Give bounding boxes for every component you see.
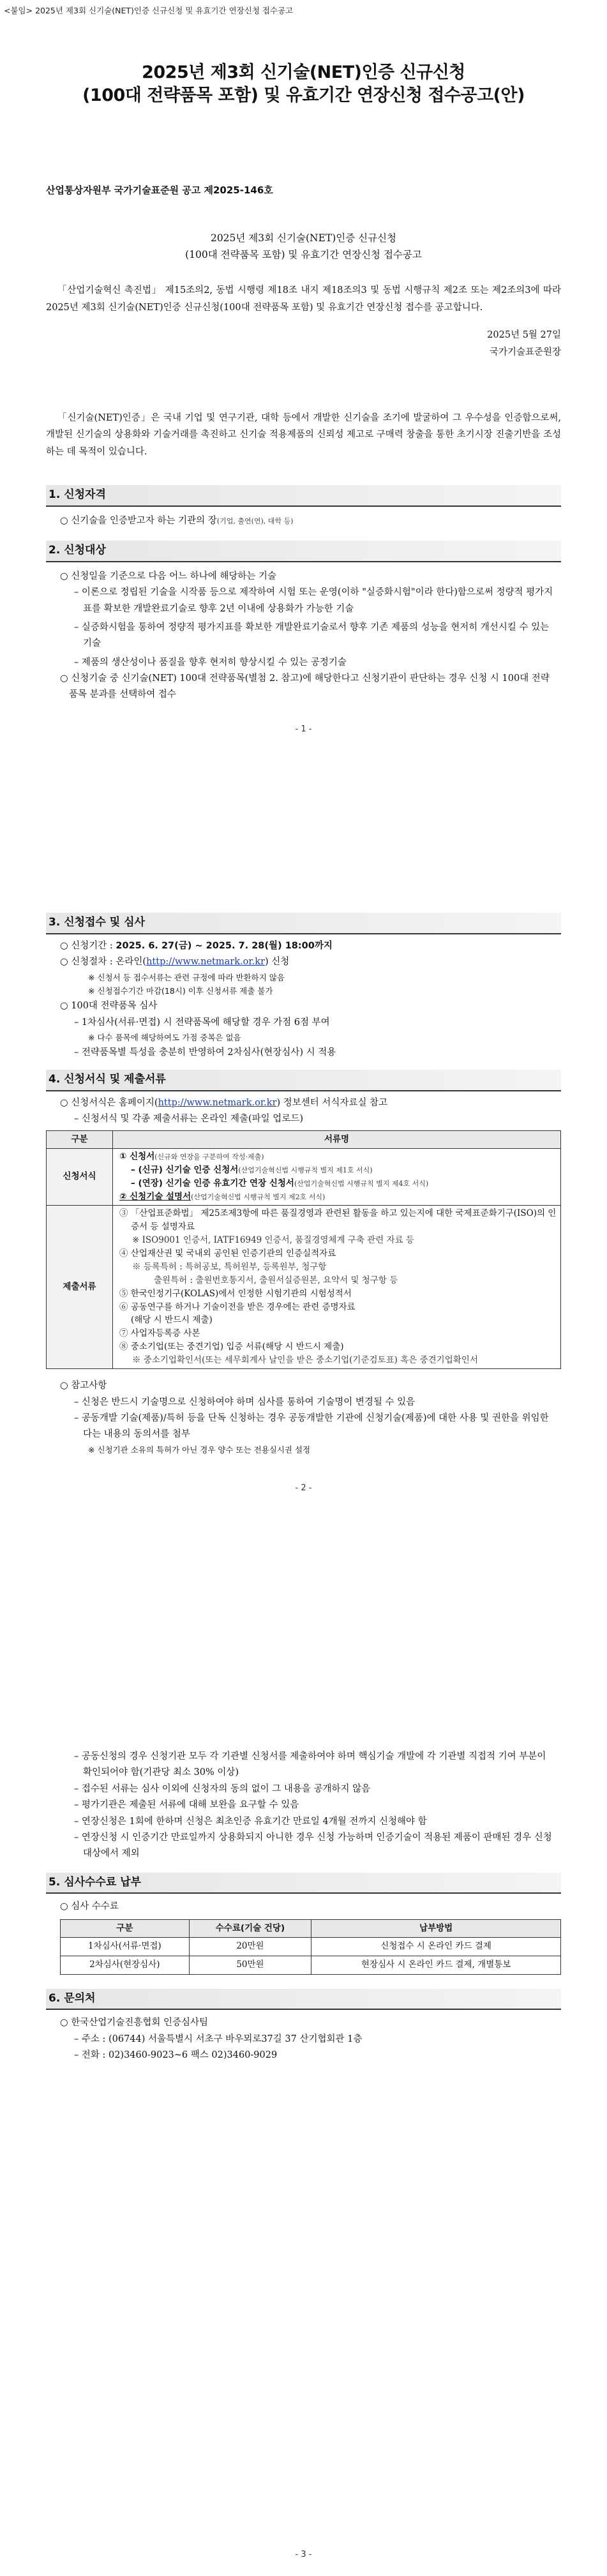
s2-item-1: – 이론으로 정립된 기술을 시작품 등으로 제작하여 시험 또는 운영(이하 "실증화시험"이라 한다)함으로써 정량적 평가지표를 확보한 개발완료기술로 향후 2년 이내에 상용화가 가능한 기술 xyxy=(74,587,553,614)
col-category: 구분 xyxy=(47,1130,113,1149)
submission-label: 제출서류 xyxy=(47,1206,113,1369)
s3-note-0: ※ 신청서 등 접수서류는 관련 규정에 따라 반환하지 않음 xyxy=(88,972,285,982)
netmark-link-1[interactable]: http://www.netmark.or.kr xyxy=(146,957,265,968)
s4-reference: ○ 참고사항 xyxy=(60,1381,107,1391)
announcement-title-line-2: (100대 전략품목 포함) 및 유효기간 연장신청 접수공고 xyxy=(185,248,422,260)
s3-period-value: 2025. 6. 27(금) ~ 2025. 7. 28(월) 18:00까지 xyxy=(116,940,333,951)
submission-item-4: 출원특허 : 출원번호통지서, 출원서실증원본, 요약서 및 청구항 등 xyxy=(154,1275,398,1285)
form-item-1-note: (산업기술혁신법 시행규칙 별지 제1호 서식) xyxy=(238,1166,373,1175)
submission-item-8: ⑦ 사업자등록증 사본 xyxy=(119,1328,200,1339)
s1-item-note: (기업, 출연(연), 대학 등) xyxy=(216,516,294,525)
form-item-0-name: ① 신청서 xyxy=(119,1151,155,1162)
fee-row-0-category: 1차심사(서류·면접) xyxy=(61,1938,190,1956)
forms-list xyxy=(113,1149,561,1206)
s3-strategic-item-1: – 전략품목별 특성을 충분히 반영하여 2차심사(현장심사) 시 적용 xyxy=(74,1047,336,1058)
fee-row-1-category: 2차심사(현장심사) xyxy=(61,1956,190,1975)
page-3 xyxy=(46,1749,561,2064)
fee-row-0-method: 신청접수 시 온라인 카드 결제 xyxy=(311,1938,561,1956)
form-item-3-name: ② 신청기술 설명서 xyxy=(119,1192,191,1202)
s3-note-1: ※ 신청접수기간 마감(18시) 이후 신청서류 제출 불가 xyxy=(88,986,273,996)
title-line-1: 2025년 제3회 신기술(NET)인증 신규신청 xyxy=(142,63,465,82)
col-document: 서류명 xyxy=(113,1130,561,1149)
fee-col-amount: 수수료(기술 건당) xyxy=(189,1919,311,1938)
contact-address: – 주소 : (06744) 서울특별시 서초구 바우뫼로37길 37 산기협회관 1층 xyxy=(74,2033,363,2044)
form-item-1 xyxy=(117,1164,557,1177)
s2-item-4: ○ 신청기술 중 신기술(NET) 100대 전략품목(별첨 2. 참고)에 해당한다고 신청기관이 판단하는 경우 신청 시 100대 전략품목 분과를 선택하여 접수 xyxy=(60,673,550,700)
fee-col-method: 납부방법 xyxy=(311,1919,561,1938)
s3-method-suffix: ) 신청 xyxy=(265,957,290,968)
documents-table xyxy=(46,1130,561,1369)
s4-reference-item-1: – 공동개발 기술(제품)/특허 등을 단독 신청하는 경우 공동개발한 기관에 신청기술(제품)에 대한 사용 및 권한을 위임한다는 내용의 동의서를 첨부 xyxy=(74,1412,549,1440)
netmark-link-2[interactable]: http://www.netmark.or.kr xyxy=(158,1098,277,1108)
section-6-title: 6. 문의처 xyxy=(46,1989,561,2011)
s3-method-prefix: ○ 신청절차 : 온라인( xyxy=(60,957,147,968)
section-3-title: 3. 신청접수 및 심사 xyxy=(46,913,561,934)
s3-period xyxy=(46,938,561,954)
fee-col-category: 구분 xyxy=(61,1919,190,1938)
s1-item-text: ○ 신기술을 인증받고자 하는 기관의 장 xyxy=(60,515,217,526)
s3-period-label: ○ 신청기간 : xyxy=(60,940,116,951)
page-number-3: - 3 - xyxy=(295,2550,312,2559)
documents-row-forms xyxy=(47,1149,561,1206)
section-2-title: 2. 신청대상 xyxy=(46,541,561,562)
s4-reference-note: ※ 신청기관 소유의 특허가 아닌 경우 양수 또는 전용실시권 설정 xyxy=(88,1444,311,1455)
s5-item: ○ 심사 수수료 xyxy=(60,1901,119,1912)
submission-item-6: ⑥ 공동연구를 하거나 기술이전을 받은 경우에는 관련 증명자료 xyxy=(119,1301,356,1312)
submission-item-10: ※ 중소기업확인서(또는 세무회계사 날인을 받은 중소기업(기준검토표) 혹은 중견기업확인서 xyxy=(132,1355,478,1366)
submission-item-5: ⑤ 한국인정기구(KOLAS)에서 인정한 시험기관의 시험성적서 xyxy=(119,1288,352,1299)
s3-strategic: ○ 100대 전략품목 심사 xyxy=(60,1001,158,1012)
announcement-title xyxy=(46,230,561,263)
form-item-1-name: – (신규) 신기술 인증 신청서 xyxy=(131,1165,239,1176)
forms-label: 신청서식 xyxy=(47,1149,113,1206)
document-header: <붙임> 2025년 제3회 신기술(NET)인증 신규신청 및 유효기간 연장신청 접수공고 xyxy=(4,6,294,15)
contact-org: ○ 한국산업기술진흥협회 인증심사팀 xyxy=(60,2018,208,2028)
page-1 xyxy=(46,61,561,737)
fee-row-1-amount: 50만원 xyxy=(189,1956,311,1975)
s4-form-prefix: ○ 신청서식은 홈페이지( xyxy=(60,1098,158,1108)
form-item-0-note: (신규와 연장을 구분하여 작성·제출) xyxy=(154,1153,264,1162)
page-number-2: - 2 - xyxy=(295,1483,312,1493)
p3-item-2: – 평가기관은 제출된 서류에 대해 보완을 요구할 수 있음 xyxy=(74,1800,299,1811)
s4-form xyxy=(46,1095,561,1111)
submission-item-9: ⑧ 중소기업(또는 중견기업) 입증 서류(해당 시 반드시 제출) xyxy=(119,1342,344,1352)
section-5-title: 5. 심사수수료 납부 xyxy=(46,1873,561,1894)
submission-item-2: ④ 산업재산권 및 국내외 공인된 인증기관의 인증실적자료 xyxy=(119,1248,336,1259)
s2-item-0: ○ 신청일을 기준으로 다음 어느 하나에 해당하는 기술 xyxy=(60,571,277,581)
s2-item-3: – 제품의 생산성이나 품질을 향후 현저히 향상시킬 수 있는 공정기술 xyxy=(74,657,347,668)
s1-item xyxy=(46,513,561,529)
section-1-title: 1. 신청자격 xyxy=(46,485,561,507)
form-item-2-note: (산업기술혁신법 시행규칙 별지 제4호 서식) xyxy=(294,1179,429,1188)
documents-row-submission xyxy=(47,1206,561,1369)
announcement-date: 2025년 5월 27일 xyxy=(487,329,561,340)
fee-table xyxy=(60,1919,561,1975)
fee-row-second xyxy=(61,1956,561,1975)
submission-item-1: ※ ISO9001 인증서, IATF16949 인증서, 품질경영체계 구축 관련 자료 등 xyxy=(132,1234,414,1245)
form-item-3-note: (산업기술혁신법 시행규칙 별지 제2호 서식) xyxy=(191,1193,326,1202)
submission-item-0: ③ 「산업표준화법」 제25조제3항에 따른 품질경영과 관련된 활동을 하고 있는지에 대한 국제표준화기구(ISO)의 인증서 등 설명자료 xyxy=(119,1208,557,1232)
p3-item-0: – 공동신청의 경우 신청기관 모두 각 기관별 신청서를 제출하여야 하며 핵심기술 개발에 각 기관별 직접적 기여 부분이 확인되어야 함(기관당 최소 30% 이상) xyxy=(74,1751,546,1778)
s2-item-2: – 실증화시험을 통하여 정량적 평가지표를 확보한 개발완료기술로서 향후 기존 제품의 성능을 현저히 개선시킬 수 있는 기술 xyxy=(74,622,550,649)
page-2 xyxy=(46,906,561,1495)
p3-item-3: – 연장신청은 1회에 한하며 신청은 최초인증 유효기간 만료일 4개월 전까지 신청해야 함 xyxy=(74,1816,427,1827)
s3-method xyxy=(46,954,561,970)
announcement-director: 국가기술표준원장 xyxy=(489,347,561,357)
agency-notice-number: 산업통상자원부 국가기술표준원 공고 제2025-146호 xyxy=(46,184,273,196)
documents-table-header xyxy=(47,1130,561,1149)
fee-row-0-amount: 20만원 xyxy=(189,1938,311,1956)
intro-paragraph: 「산업기술혁신 촉진법」 제15조의2, 동법 시행령 제18조 내지 제18조의3 및 동법 시행규칙 제2조 또는 제2조의3에 따라 2025년 제3회 신기술(NET)인증 신규신청(100대 전략품목 포함) 및 유효기간 연장신청 접수를 공고합니다. xyxy=(46,285,561,313)
submission-item-7: (해당 시 반드시 제출) xyxy=(131,1315,213,1326)
announcement-title-line-1: 2025년 제3회 신기술(NET)인증 신규신청 xyxy=(210,232,397,244)
form-item-2 xyxy=(117,1177,557,1190)
p3-item-1: – 접수된 서류는 심사 이외에 신청자의 동의 없이 그 내용을 공개하지 않음 xyxy=(74,1783,371,1794)
title-line-2: (100대 전략품목 포함) 및 유효기간 연장신청 접수공고(안) xyxy=(82,86,525,106)
s4-form-sub: – 신청서식 및 각종 제출서류는 온라인 제출(파일 업로드) xyxy=(74,1114,303,1125)
fee-row-first xyxy=(61,1938,561,1956)
submission-item-3: ※ 등록특허 : 특허공보, 특허원부, 등록원부, 청구항 xyxy=(132,1261,327,1272)
p3-item-4: – 연장신청 시 인증기간 만료일까지 상용화되지 아니한 경우 신청 가능하며 인증기술이 적용된 제품이 판매된 경우 신청대상에서 제외 xyxy=(74,1832,552,1859)
contact-phone: – 전화 : 02)3460-9023~6 팩스 02)3460-9029 xyxy=(74,2050,278,2061)
s3-strategic-item-0: – 1차심사(서류·면접) 시 전략품목에 해당할 경우 가점 6점 부여 xyxy=(74,1017,330,1028)
submission-list xyxy=(113,1206,561,1369)
purpose-paragraph: 「신기술(NET)인증」은 국내 기업 및 연구기관, 대학 등에서 개발한 신기술을 조기에 발굴하여 그 우수성을 인증함으로써, 개발된 신기술의 상용화와 기술거래를 촉진하고 신기술 적용제품의 신뢰성 제고로 구매력 창출을 통한 초기시장 진출기반을 조성하는 데 목적이 있습니다. xyxy=(46,412,561,458)
page-number-1: - 1 - xyxy=(295,724,312,734)
s4-form-suffix: ) 정보센터 서식자료실 참고 xyxy=(276,1098,388,1108)
fee-table-header xyxy=(61,1919,561,1938)
form-item-0 xyxy=(117,1150,557,1164)
s4-reference-item-0: – 신청은 반드시 기술명으로 신청하여야 하며 심사를 통하여 기술명이 변경될 수 있음 xyxy=(74,1397,416,1407)
fee-row-1-method: 현장심사 시 온라인 카드 결제, 개별통보 xyxy=(311,1956,561,1975)
form-item-3 xyxy=(117,1190,557,1204)
s3-strategic-note: ※ 다수 품목에 해당하여도 가점 중복은 없음 xyxy=(88,1033,241,1042)
section-4-title: 4. 신청서식 및 제출서류 xyxy=(46,1070,561,1091)
document-title xyxy=(46,61,561,108)
form-item-2-name: – (연장) 신기술 인증 유효기간 연장 신청서 xyxy=(131,1178,294,1189)
